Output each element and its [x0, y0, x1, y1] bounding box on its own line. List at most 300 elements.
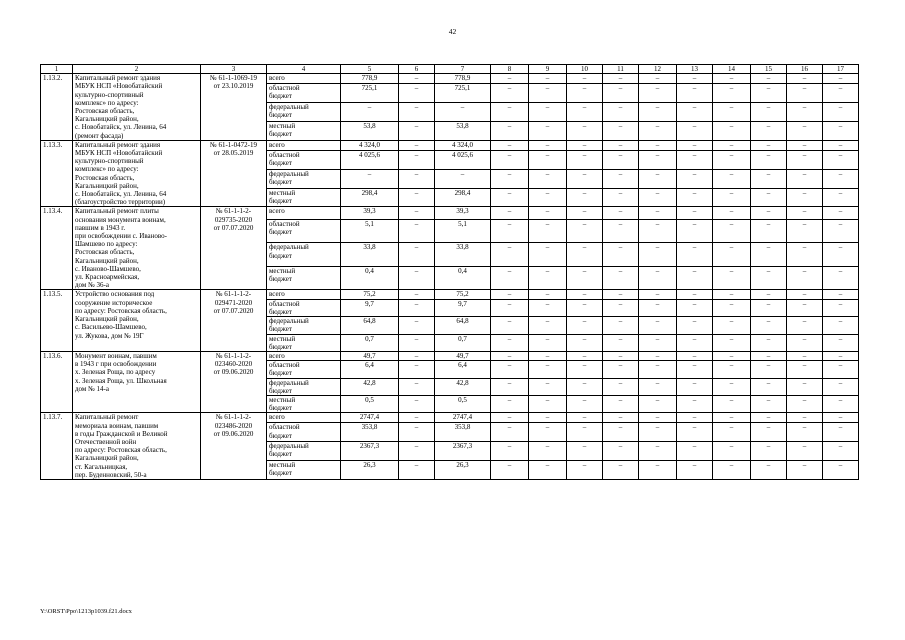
empty-cell: – — [677, 219, 713, 243]
amount-cell: 53,8 — [435, 121, 491, 140]
funding-source: всего — [267, 140, 341, 150]
empty-cell: – — [787, 74, 823, 84]
item-code: 1.13.6. — [41, 351, 73, 412]
empty-cell: – — [751, 207, 787, 219]
empty-cell: – — [751, 103, 787, 122]
column-header: 8 — [491, 65, 529, 74]
empty-cell: – — [491, 423, 529, 442]
amount-cell: 4 324,0 — [435, 140, 491, 150]
empty-cell: – — [603, 150, 639, 169]
empty-cell: – — [491, 290, 529, 299]
amount-cell: 2367,3 — [341, 442, 399, 461]
amount-cell: 33,8 — [435, 243, 491, 267]
amount-cell: – — [341, 103, 399, 122]
empty-cell: – — [713, 361, 751, 378]
empty-cell: – — [677, 361, 713, 378]
empty-cell: – — [603, 423, 639, 442]
funding-source: федеральный бюджет — [267, 169, 341, 188]
table-row — [41, 351, 859, 360]
empty-cell: – — [787, 266, 823, 290]
empty-cell: – — [677, 317, 713, 334]
empty-cell: – — [677, 266, 713, 290]
empty-cell: – — [751, 169, 787, 188]
empty-cell: – — [567, 317, 603, 334]
empty-cell: – — [491, 219, 529, 243]
amount-cell: 75,2 — [435, 290, 491, 299]
item-name: Монумент воинам, павшим в 1943 г при освобождении х. Зеленая Роща, по адресу х. Зеленая Роща, ул. Школьная дом № 14-а — [73, 351, 201, 412]
empty-cell: – — [751, 188, 787, 207]
table-row — [41, 413, 859, 423]
funding-source: местный бюджет — [267, 461, 341, 480]
amount-cell: 75,2 — [341, 290, 399, 299]
empty-cell: – — [529, 317, 567, 334]
empty-cell: – — [639, 169, 677, 188]
empty-cell: – — [529, 266, 567, 290]
empty-cell: – — [399, 351, 435, 360]
empty-cell: – — [491, 243, 529, 267]
empty-cell: – — [567, 299, 603, 316]
table-body — [41, 65, 859, 480]
amount-cell: 0,7 — [341, 334, 399, 351]
empty-cell: – — [529, 74, 567, 84]
empty-cell: – — [603, 334, 639, 351]
amount-cell: 64,8 — [435, 317, 491, 334]
empty-cell: – — [787, 423, 823, 442]
column-header: 15 — [751, 65, 787, 74]
empty-cell: – — [567, 266, 603, 290]
amount-cell: 9,7 — [435, 299, 491, 316]
empty-cell: – — [639, 423, 677, 442]
empty-cell: – — [751, 150, 787, 169]
column-header: 9 — [529, 65, 567, 74]
column-header: 3 — [201, 65, 267, 74]
amount-cell: 725,1 — [435, 84, 491, 103]
empty-cell: – — [567, 188, 603, 207]
empty-cell: – — [639, 243, 677, 267]
empty-cell: – — [529, 361, 567, 378]
empty-cell: – — [751, 413, 787, 423]
empty-cell: – — [751, 219, 787, 243]
column-header: 14 — [713, 65, 751, 74]
empty-cell: – — [399, 290, 435, 299]
amount-cell: 5,1 — [341, 219, 399, 243]
empty-cell: – — [823, 378, 859, 395]
empty-cell: – — [491, 361, 529, 378]
empty-cell: – — [823, 188, 859, 207]
table-row — [41, 74, 859, 84]
empty-cell: – — [823, 423, 859, 442]
empty-cell: – — [399, 395, 435, 412]
item-code: 1.13.5. — [41, 290, 73, 351]
empty-cell: – — [677, 423, 713, 442]
empty-cell: – — [823, 169, 859, 188]
empty-cell: – — [567, 169, 603, 188]
empty-cell: – — [639, 361, 677, 378]
empty-cell: – — [529, 121, 567, 140]
empty-cell: – — [603, 299, 639, 316]
amount-cell: 2367,3 — [435, 442, 491, 461]
empty-cell: – — [639, 140, 677, 150]
empty-cell: – — [639, 219, 677, 243]
column-header: 12 — [639, 65, 677, 74]
empty-cell: – — [639, 74, 677, 84]
column-header: 16 — [787, 65, 823, 74]
table-row — [41, 140, 859, 150]
empty-cell: – — [823, 442, 859, 461]
empty-cell: – — [399, 334, 435, 351]
empty-cell: – — [787, 413, 823, 423]
empty-cell: – — [567, 140, 603, 150]
empty-cell: – — [399, 266, 435, 290]
empty-cell: – — [567, 423, 603, 442]
empty-cell: – — [529, 351, 567, 360]
funding-source: областной бюджет — [267, 219, 341, 243]
empty-cell: – — [399, 219, 435, 243]
empty-cell: – — [399, 361, 435, 378]
empty-cell: – — [751, 423, 787, 442]
column-header: 10 — [567, 65, 603, 74]
empty-cell: – — [713, 140, 751, 150]
empty-cell: – — [399, 423, 435, 442]
empty-cell: – — [529, 207, 567, 219]
empty-cell: – — [823, 461, 859, 480]
item-code: 1.13.7. — [41, 413, 73, 480]
empty-cell: – — [713, 121, 751, 140]
empty-cell: – — [823, 140, 859, 150]
empty-cell: – — [399, 413, 435, 423]
amount-cell: 53,8 — [341, 121, 399, 140]
funding-source: федеральный бюджет — [267, 103, 341, 122]
empty-cell: – — [567, 351, 603, 360]
amount-cell: 778,9 — [341, 74, 399, 84]
amount-cell: – — [435, 103, 491, 122]
empty-cell: – — [603, 290, 639, 299]
empty-cell: – — [491, 413, 529, 423]
file-path-footer: Y:\ORST\Ppo\1213p1039.f21.docx — [40, 608, 132, 615]
item-name: Капитальный ремонт плиты основания монумента воинам, павшим в 1943 г. при освобождении с. Иваново- Шамшево по адресу: Ростовская область, Кагальницкий район, с. Иваново-Шамшево, ул. Красноармейская, дом № 36-а — [73, 207, 201, 290]
empty-cell: – — [399, 461, 435, 480]
empty-cell: – — [713, 243, 751, 267]
empty-cell: – — [677, 169, 713, 188]
amount-cell: 778,9 — [435, 74, 491, 84]
empty-cell: – — [399, 442, 435, 461]
empty-cell: – — [787, 243, 823, 267]
empty-cell: – — [529, 423, 567, 442]
empty-cell: – — [491, 299, 529, 316]
empty-cell: – — [529, 150, 567, 169]
empty-cell: – — [677, 334, 713, 351]
funding-source: всего — [267, 351, 341, 360]
empty-cell: – — [787, 461, 823, 480]
empty-cell: – — [491, 461, 529, 480]
amount-cell: 42,8 — [435, 378, 491, 395]
empty-cell: – — [787, 121, 823, 140]
empty-cell: – — [823, 219, 859, 243]
empty-cell: – — [603, 351, 639, 360]
empty-cell: – — [677, 74, 713, 84]
funding-source: местный бюджет — [267, 334, 341, 351]
column-header: 17 — [823, 65, 859, 74]
column-header: 2 — [73, 65, 201, 74]
empty-cell: – — [491, 395, 529, 412]
column-header: 13 — [677, 65, 713, 74]
empty-cell: – — [567, 103, 603, 122]
empty-cell: – — [787, 150, 823, 169]
permit-document: № 61-1-0472-19 от 28.05.2019 — [201, 140, 267, 207]
empty-cell: – — [823, 84, 859, 103]
amount-cell: 5,1 — [435, 219, 491, 243]
table-row — [41, 290, 859, 299]
table-row — [41, 207, 859, 219]
amount-cell: 4 025,6 — [341, 150, 399, 169]
empty-cell: – — [603, 266, 639, 290]
empty-cell: – — [713, 290, 751, 299]
empty-cell: – — [787, 361, 823, 378]
empty-cell: – — [491, 169, 529, 188]
funding-source: федеральный бюджет — [267, 317, 341, 334]
empty-cell: – — [823, 351, 859, 360]
empty-cell: – — [567, 461, 603, 480]
column-header: 4 — [267, 65, 341, 74]
funding-source: областной бюджет — [267, 150, 341, 169]
empty-cell: – — [677, 121, 713, 140]
empty-cell: – — [567, 334, 603, 351]
empty-cell: – — [713, 442, 751, 461]
funding-source: областной бюджет — [267, 361, 341, 378]
amount-cell: 49,7 — [435, 351, 491, 360]
permit-document: № 61-1-1-2- 029735-2020 от 07.07.2020 — [201, 207, 267, 290]
item-name: Устройство основания под сооружение историческое по адресу: Ростовская область, Кагальницкий район, с. Васильево-Шамшево, ул. Жукова, дом № 19Г — [73, 290, 201, 351]
empty-cell: – — [751, 74, 787, 84]
empty-cell: – — [399, 317, 435, 334]
empty-cell: – — [491, 74, 529, 84]
empty-cell: – — [399, 243, 435, 267]
empty-cell: – — [639, 84, 677, 103]
empty-cell: – — [603, 243, 639, 267]
empty-cell: – — [713, 317, 751, 334]
amount-cell: 298,4 — [435, 188, 491, 207]
empty-cell: – — [713, 334, 751, 351]
amount-cell: 0,5 — [341, 395, 399, 412]
funding-source: местный бюджет — [267, 188, 341, 207]
empty-cell: – — [823, 150, 859, 169]
empty-cell: – — [603, 140, 639, 150]
empty-cell: – — [399, 103, 435, 122]
funding-source: местный бюджет — [267, 395, 341, 412]
empty-cell: – — [603, 74, 639, 84]
empty-cell: – — [787, 84, 823, 103]
amount-cell: 353,8 — [435, 423, 491, 442]
empty-cell: – — [639, 378, 677, 395]
empty-cell: – — [529, 140, 567, 150]
empty-cell: – — [529, 103, 567, 122]
amount-cell: 725,1 — [341, 84, 399, 103]
empty-cell: – — [751, 290, 787, 299]
empty-cell: – — [529, 413, 567, 423]
empty-cell: – — [713, 150, 751, 169]
empty-cell: – — [751, 378, 787, 395]
empty-cell: – — [787, 188, 823, 207]
empty-cell: – — [751, 395, 787, 412]
empty-cell: – — [399, 169, 435, 188]
empty-cell: – — [677, 299, 713, 316]
empty-cell: – — [787, 378, 823, 395]
empty-cell: – — [399, 207, 435, 219]
permit-document: № 61-1-1-2- 023460-2020 от 09.06.2020 — [201, 351, 267, 412]
amount-cell: 2747,4 — [341, 413, 399, 423]
empty-cell: – — [529, 299, 567, 316]
empty-cell: – — [399, 74, 435, 84]
empty-cell: – — [677, 351, 713, 360]
column-header: 1 — [41, 65, 73, 74]
empty-cell: – — [823, 121, 859, 140]
empty-cell: – — [823, 207, 859, 219]
empty-cell: – — [677, 103, 713, 122]
amount-cell: 0,7 — [435, 334, 491, 351]
column-header: 6 — [399, 65, 435, 74]
empty-cell: – — [677, 395, 713, 412]
amount-cell: 26,3 — [341, 461, 399, 480]
empty-cell: – — [603, 378, 639, 395]
empty-cell: – — [751, 361, 787, 378]
empty-cell: – — [713, 351, 751, 360]
empty-cell: – — [603, 207, 639, 219]
item-code: 1.13.4. — [41, 207, 73, 290]
empty-cell: – — [603, 169, 639, 188]
empty-cell: – — [603, 442, 639, 461]
empty-cell: – — [529, 219, 567, 243]
empty-cell: – — [713, 395, 751, 412]
empty-cell: – — [713, 84, 751, 103]
empty-cell: – — [639, 317, 677, 334]
amount-cell: 6,4 — [341, 361, 399, 378]
empty-cell: – — [491, 351, 529, 360]
empty-cell: – — [529, 378, 567, 395]
empty-cell: – — [787, 299, 823, 316]
amount-cell: 353,8 — [341, 423, 399, 442]
permit-document: № 61-1-1-2- 029471-2020 от 07.07.2020 — [201, 290, 267, 351]
empty-cell: – — [751, 317, 787, 334]
empty-cell: – — [639, 334, 677, 351]
empty-cell: – — [639, 461, 677, 480]
empty-cell: – — [567, 378, 603, 395]
empty-cell: – — [491, 334, 529, 351]
empty-cell: – — [787, 219, 823, 243]
item-code: 1.13.3. — [41, 140, 73, 207]
empty-cell: – — [603, 219, 639, 243]
empty-cell: – — [787, 169, 823, 188]
empty-cell: – — [399, 378, 435, 395]
empty-cell: – — [567, 442, 603, 461]
empty-cell: – — [529, 461, 567, 480]
empty-cell: – — [823, 103, 859, 122]
empty-cell: – — [823, 413, 859, 423]
empty-cell: – — [491, 442, 529, 461]
funding-source: областной бюджет — [267, 299, 341, 316]
page-number: 42 — [448, 27, 457, 36]
empty-cell: – — [567, 361, 603, 378]
funding-source: областной бюджет — [267, 84, 341, 103]
empty-cell: – — [751, 351, 787, 360]
empty-cell: – — [529, 169, 567, 188]
empty-cell: – — [529, 188, 567, 207]
amount-cell: 64,8 — [341, 317, 399, 334]
empty-cell: – — [787, 351, 823, 360]
empty-cell: – — [639, 395, 677, 412]
empty-cell: – — [677, 150, 713, 169]
empty-cell: – — [399, 121, 435, 140]
amount-cell: 2747,4 — [435, 413, 491, 423]
amount-cell: 6,4 — [435, 361, 491, 378]
empty-cell: – — [677, 207, 713, 219]
column-header: 7 — [435, 65, 491, 74]
amount-cell: 49,7 — [341, 351, 399, 360]
item-name: Капитальный ремонт здания МБУК НСП «Новобатайский культурно-спортивный комплекс» по адресу: Ростовская область, Кагальницкий район, с. Новобатайск, ул. Ленина, 64 (ремонт фасада) — [73, 74, 201, 141]
empty-cell: – — [677, 461, 713, 480]
empty-cell: – — [567, 84, 603, 103]
empty-cell: – — [491, 266, 529, 290]
empty-cell: – — [603, 103, 639, 122]
funding-source: местный бюджет — [267, 266, 341, 290]
empty-cell: – — [399, 140, 435, 150]
empty-cell: – — [603, 395, 639, 412]
empty-cell: – — [787, 140, 823, 150]
empty-cell: – — [639, 290, 677, 299]
empty-cell: – — [491, 378, 529, 395]
empty-cell: – — [567, 74, 603, 84]
empty-cell: – — [677, 413, 713, 423]
empty-cell: – — [823, 299, 859, 316]
funding-source: всего — [267, 290, 341, 299]
empty-cell: – — [677, 84, 713, 103]
empty-cell: – — [677, 140, 713, 150]
empty-cell: – — [399, 299, 435, 316]
empty-cell: – — [823, 395, 859, 412]
empty-cell: – — [823, 334, 859, 351]
empty-cell: – — [713, 266, 751, 290]
empty-cell: – — [713, 219, 751, 243]
amount-cell: – — [341, 169, 399, 188]
empty-cell: – — [751, 84, 787, 103]
amount-cell: 39,3 — [435, 207, 491, 219]
empty-cell: – — [491, 150, 529, 169]
empty-cell: – — [751, 266, 787, 290]
empty-cell: – — [639, 413, 677, 423]
empty-cell: – — [529, 243, 567, 267]
column-header-row — [41, 65, 859, 74]
empty-cell: – — [529, 290, 567, 299]
empty-cell: – — [823, 317, 859, 334]
empty-cell: – — [603, 461, 639, 480]
item-code: 1.13.2. — [41, 74, 73, 141]
empty-cell: – — [787, 395, 823, 412]
funding-source: всего — [267, 413, 341, 423]
empty-cell: – — [751, 461, 787, 480]
amount-cell: 4 025,6 — [435, 150, 491, 169]
empty-cell: – — [567, 150, 603, 169]
empty-cell: – — [713, 103, 751, 122]
empty-cell: – — [603, 121, 639, 140]
empty-cell: – — [639, 351, 677, 360]
empty-cell: – — [751, 121, 787, 140]
empty-cell: – — [529, 334, 567, 351]
empty-cell: – — [567, 121, 603, 140]
funding-source: федеральный бюджет — [267, 243, 341, 267]
empty-cell: – — [713, 378, 751, 395]
empty-cell: – — [603, 317, 639, 334]
amount-cell: 33,8 — [341, 243, 399, 267]
empty-cell: – — [491, 121, 529, 140]
